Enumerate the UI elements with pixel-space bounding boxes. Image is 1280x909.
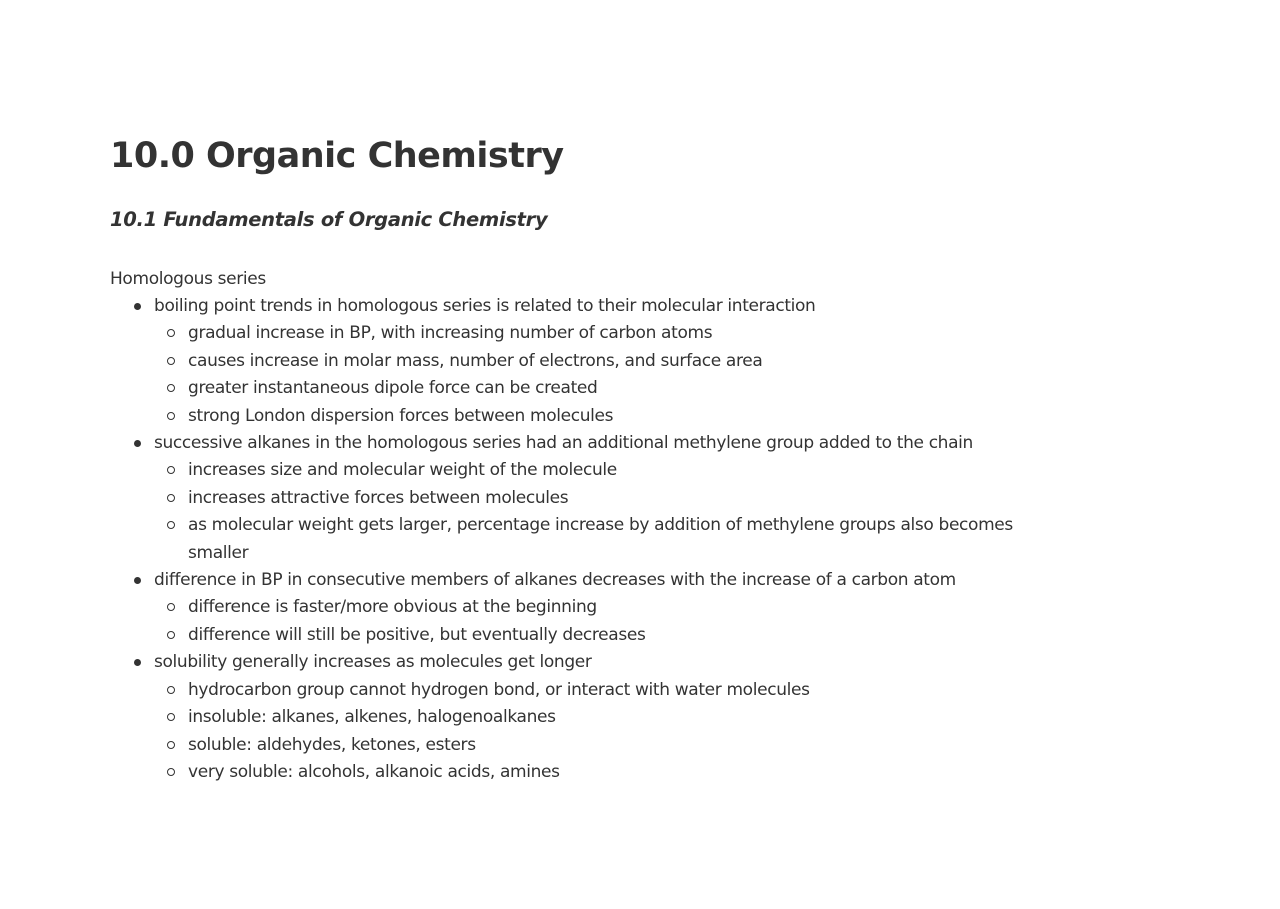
- list-item-text: successive alkanes in the homologous series had an additional methylene group added to the chain: [154, 433, 973, 454]
- sub-list-item: [188, 320, 1034, 347]
- sub-list-item-text: greater instantaneous dipole force can be created: [188, 378, 598, 399]
- sub-list-item-text: difference will still be positive, but eventually decreases: [188, 624, 646, 645]
- list-item: [154, 567, 1034, 649]
- sub-list-item-text: increases size and molecular weight of the molecule: [188, 460, 617, 481]
- list-item-text: solubility generally increases as molecules get longer: [154, 652, 592, 673]
- bullet-circle-icon: [167, 768, 175, 776]
- bullet-circle-icon: [167, 741, 175, 749]
- bullet-circle-icon: [167, 686, 175, 694]
- sub-list-item-text: very soluble: alcohols, alkanoic acids, amines: [188, 761, 560, 782]
- sub-list-item-text: gradual increase in BP, with increasing number of carbon atoms: [188, 323, 713, 344]
- bullet-dot-icon: [134, 577, 141, 584]
- list-item: [154, 293, 1034, 430]
- sub-list-item: [188, 512, 1034, 567]
- bullet-dot-icon: [134, 659, 141, 666]
- sub-list-item: [188, 348, 1034, 375]
- bullet-circle-icon: [167, 466, 175, 474]
- bullet-circle-icon: [167, 494, 175, 502]
- sub-list-item-text: causes increase in molar mass, number of electrons, and surface area: [188, 350, 763, 371]
- sub-list-item: [188, 594, 1034, 621]
- sub-list-item: [188, 704, 1034, 731]
- bullet-dot-icon: [134, 440, 141, 447]
- bullet-circle-icon: [167, 412, 175, 420]
- sub-list-item: [188, 759, 1034, 786]
- sub-list-item: [188, 403, 1034, 430]
- bullet-circle-icon: [167, 384, 175, 392]
- sub-list: [154, 677, 1034, 787]
- sub-list: [154, 594, 1034, 649]
- sub-list-item-text: strong London dispersion forces between molecules: [188, 405, 614, 426]
- sub-list-item: [188, 375, 1034, 402]
- sub-list-item: [188, 677, 1034, 704]
- sub-list-item: [188, 622, 1034, 649]
- page-title: 10.0 Organic Chemistry: [110, 136, 564, 176]
- list-item: [154, 649, 1034, 786]
- list-item: [154, 430, 1034, 567]
- sub-list: [154, 320, 1034, 430]
- sub-list-item-text: hydrocarbon group cannot hydrogen bond, or interact with water molecules: [188, 679, 810, 700]
- bullet-circle-icon: [167, 357, 175, 365]
- sub-list-item: [188, 485, 1034, 512]
- section-heading: 10.1 Fundamentals of Organic Chemistry: [110, 208, 548, 231]
- bullet-list: [110, 293, 1034, 786]
- sub-list-item: [188, 457, 1034, 484]
- bullet-circle-icon: [167, 631, 175, 639]
- bullet-circle-icon: [167, 521, 175, 529]
- sub-list-item: [188, 732, 1034, 759]
- sub-list-item-text: increases attractive forces between molecules: [188, 487, 569, 508]
- sub-list-item-text: as molecular weight gets larger, percentage increase by addition of methylene groups also becomes smaller: [188, 515, 1013, 563]
- sub-list-item-text: insoluble: alkanes, alkenes, halogenoalkanes: [188, 707, 556, 728]
- intro-text: Homologous series: [110, 269, 266, 289]
- list-item-text: difference in BP in consecutive members of alkanes decreases with the increase of a carbon atom: [154, 570, 956, 591]
- bullet-circle-icon: [167, 713, 175, 721]
- list-item-text: boiling point trends in homologous series is related to their molecular interaction: [154, 296, 816, 316]
- sub-list-item-text: soluble: aldehydes, ketones, esters: [188, 734, 476, 755]
- sub-list-item-text: difference is faster/more obvious at the beginning: [188, 597, 597, 618]
- bullet-dot-icon: [134, 303, 141, 310]
- bullet-circle-icon: [167, 603, 175, 611]
- bullet-circle-icon: [167, 329, 175, 337]
- sub-list: [154, 457, 1034, 567]
